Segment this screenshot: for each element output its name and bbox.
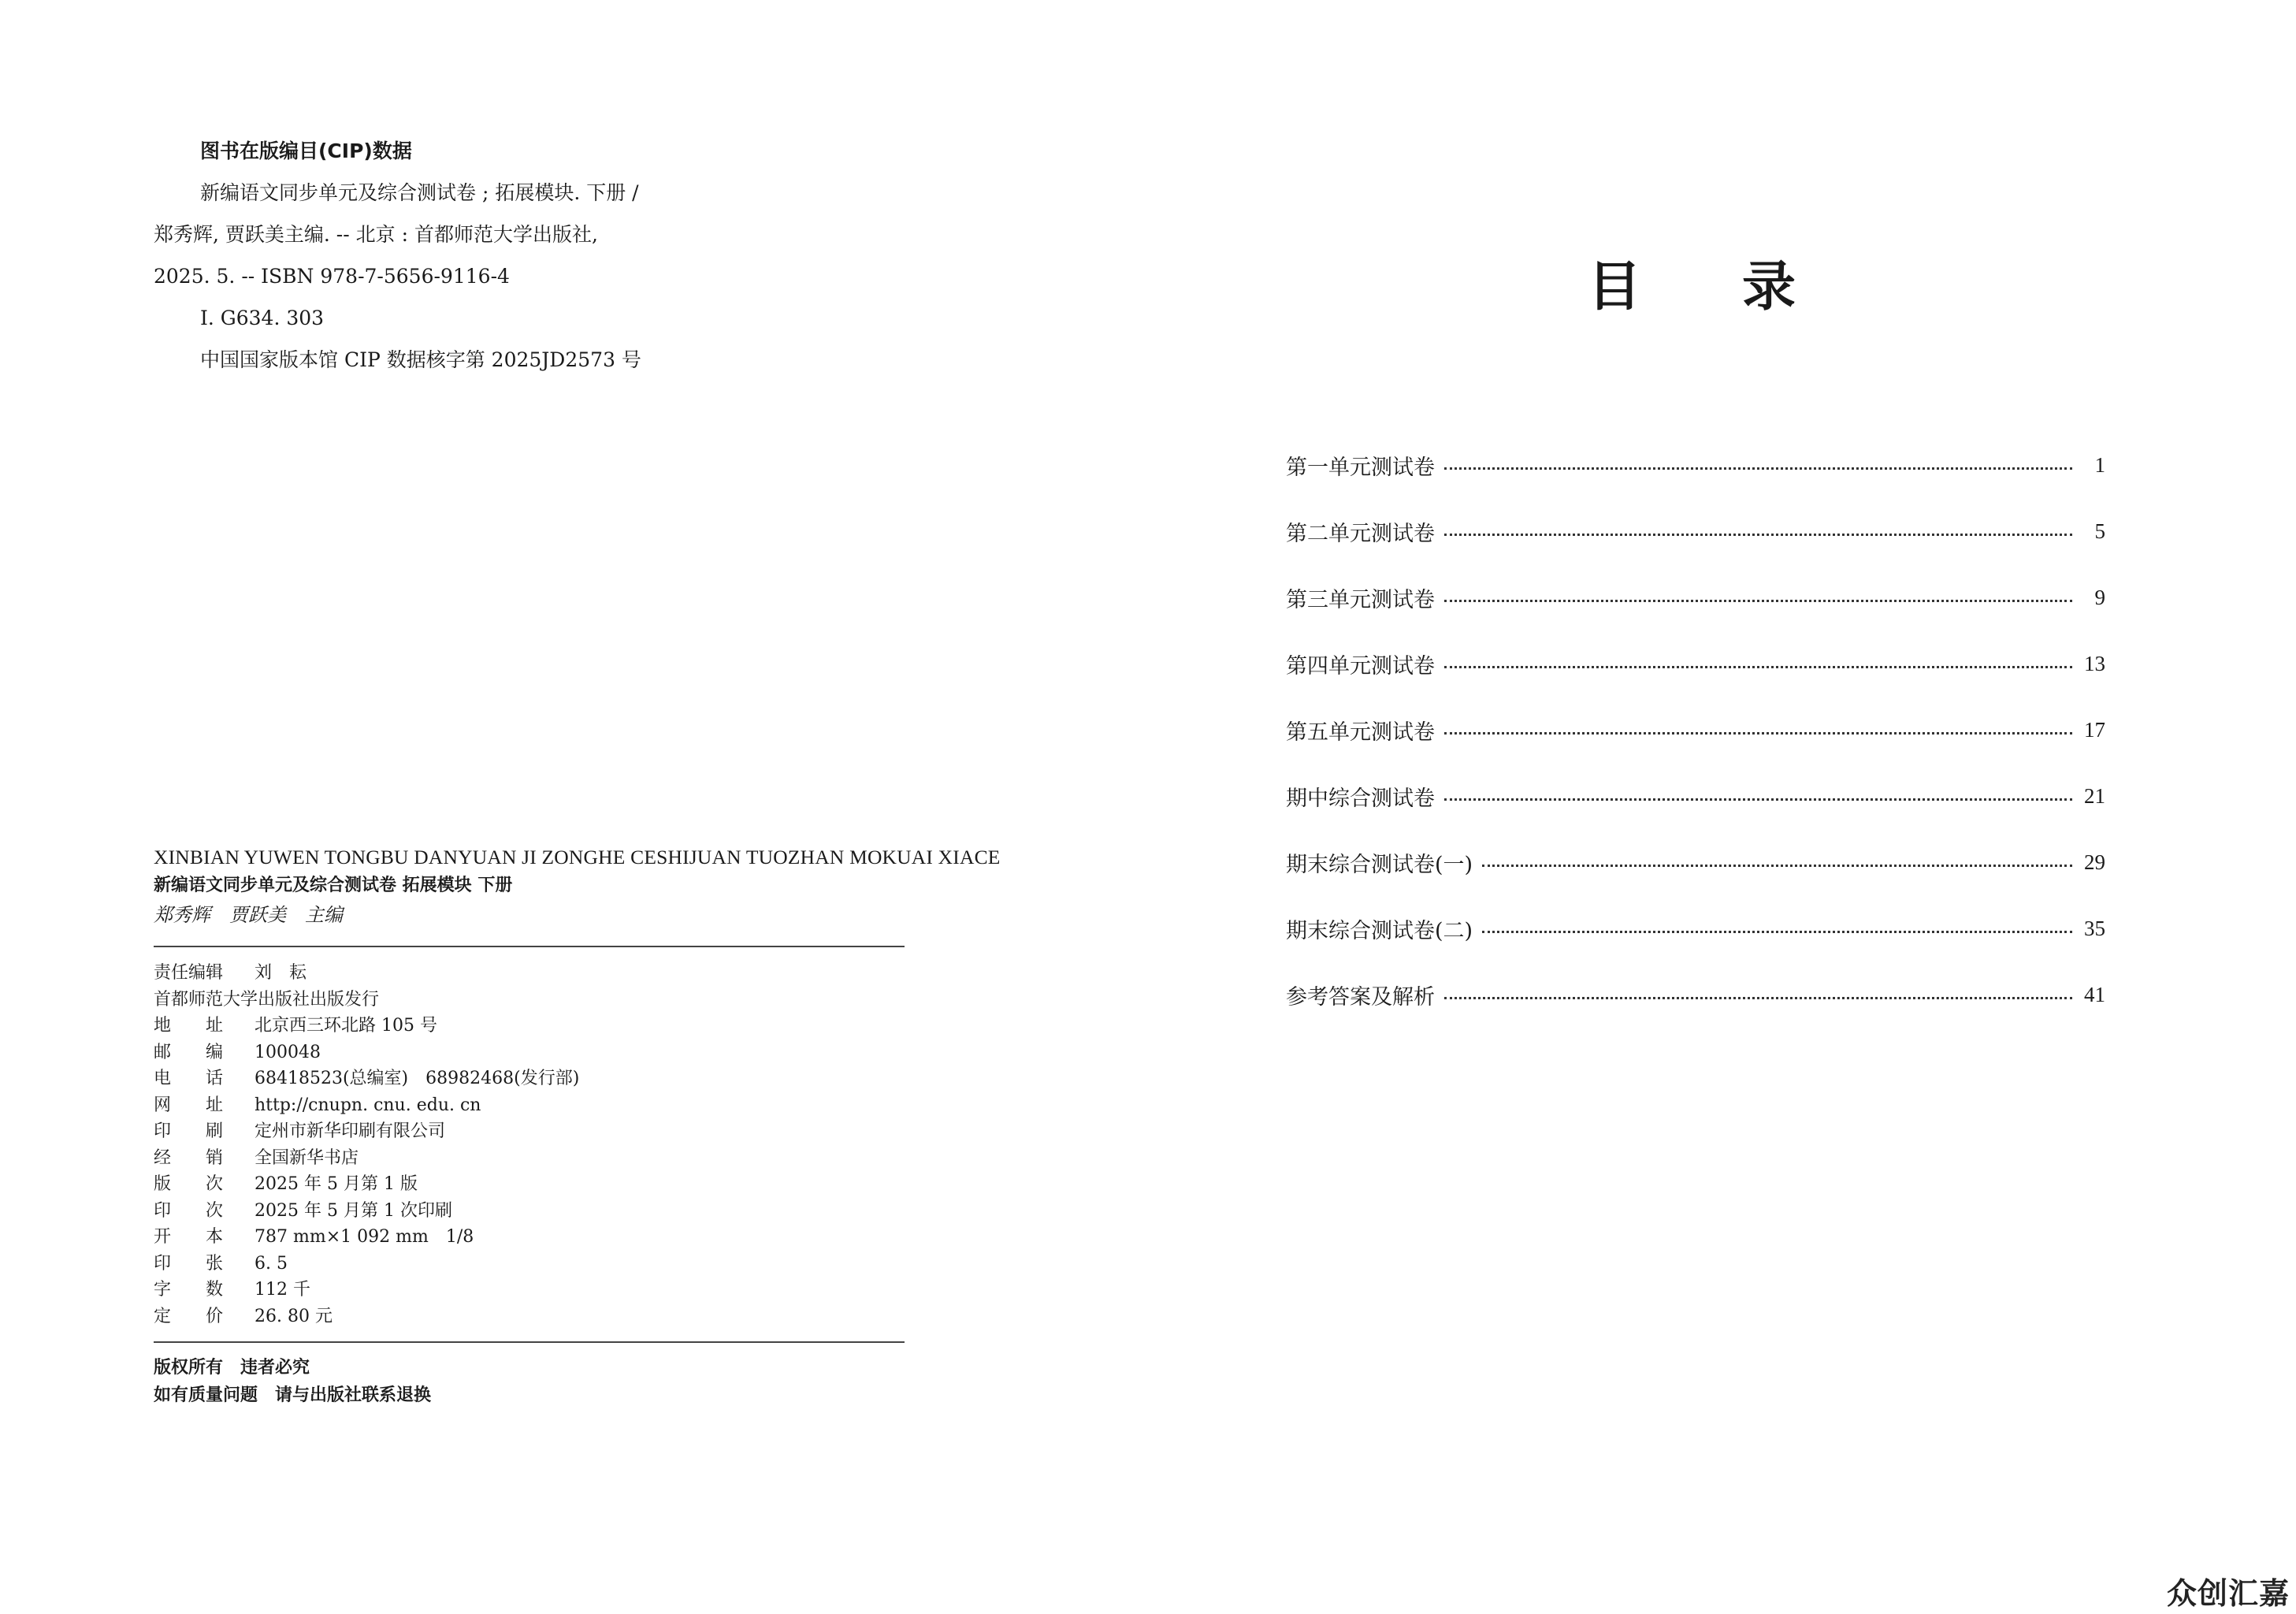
toc-entry-label: 第一单元测试卷: [1286, 455, 1435, 480]
detail-row: [154, 1277, 905, 1303]
toc-entry[interactable]: [1286, 697, 2105, 763]
colophon-authors: 郑秀辉 贾跃美 主编: [154, 904, 343, 926]
detail-key: 开 本: [154, 1227, 224, 1247]
toc-leader-dots: [1482, 931, 2072, 933]
toc-entry[interactable]: [1286, 498, 2105, 564]
cip-line: 中国国家版本馆 CIP 数据核字第 2025JD2573 号: [200, 348, 641, 371]
detail-row: [154, 1251, 905, 1277]
publication-details: [154, 960, 905, 1330]
toc-leader-dots: [1444, 997, 2072, 999]
detail-key: 经 销: [154, 1147, 224, 1168]
detail-key: 印 刷: [154, 1121, 224, 1141]
cip-block: [154, 131, 784, 381]
detail-key: 印 次: [154, 1200, 224, 1221]
detail-row: [154, 1171, 905, 1198]
toc-entry-label: 期末综合测试卷(一): [1286, 852, 1473, 877]
detail-row: [154, 1303, 905, 1330]
toc-entry-page: 1: [2094, 452, 2105, 477]
detail-key: 版 次: [154, 1174, 224, 1194]
contents-page: [1148, 0, 2296, 1614]
toc-title: 目录: [1588, 256, 1897, 318]
toc-entry-label: 第五单元测试卷: [1286, 720, 1435, 745]
toc-entry-label: 期末综合测试卷(二): [1286, 918, 1473, 943]
detail-row: [154, 1198, 905, 1225]
watermark-logo: 众创汇嘉: [2166, 1576, 2290, 1611]
detail-row: [154, 1118, 905, 1145]
toc-entry[interactable]: [1286, 763, 2105, 829]
toc-entry-page: 41: [2084, 982, 2105, 1006]
divider: [154, 946, 905, 947]
detail-key: 电 话: [154, 1069, 224, 1088]
detail-value: 2025 年 5 月第 1 版: [254, 1174, 418, 1194]
detail-row: [154, 1039, 905, 1066]
toc-entry-label: 第二单元测试卷: [1286, 521, 1435, 546]
cip-line: Ⅰ. G634. 303: [200, 307, 325, 329]
toc-entry[interactable]: [1286, 564, 2105, 630]
toc-entry[interactable]: [1286, 432, 2105, 498]
toc-entry[interactable]: [1286, 630, 2105, 697]
detail-value: 787 mm×1 092 mm 1/8: [254, 1227, 474, 1247]
quality-notice-line: 如有质量问题 请与出版社联系退换: [154, 1385, 432, 1405]
copyright-notice: [154, 1354, 905, 1409]
detail-key: 字 数: [154, 1280, 224, 1300]
toc-entry-page: 9: [2094, 585, 2105, 609]
toc-entry-label: 第三单元测试卷: [1286, 587, 1435, 612]
toc-entry[interactable]: [1286, 829, 2105, 895]
divider: [154, 1341, 905, 1343]
detail-row: [154, 1065, 905, 1092]
colophon-pinyin-title: XINBIAN YUWEN TONGBU DANYUAN JI ZONGHE CESHIJUAN TUOZHAN MOKUAI XIACE: [154, 846, 1001, 868]
detail-key: 印 张: [154, 1253, 224, 1274]
detail-value: 68418523(总编室) 68982468(发行部): [254, 1069, 580, 1088]
detail-value: 2025 年 5 月第 1 次印刷: [254, 1200, 452, 1221]
toc-entry[interactable]: [1286, 961, 2105, 1028]
detail-row: [154, 1013, 905, 1039]
detail-row: [154, 1224, 905, 1251]
detail-value: 全国新华书店: [254, 1147, 359, 1168]
cip-line: 新编语文同步单元及综合测试卷 ; 拓展模块. 下册 /: [200, 181, 639, 204]
toc-leader-dots: [1444, 798, 2072, 801]
detail-value: 6. 5: [254, 1253, 288, 1274]
detail-key: 邮 编: [154, 1042, 224, 1062]
toc-entry-label: 期中综合测试卷: [1286, 786, 1435, 811]
toc-entry-page: 13: [2084, 651, 2105, 675]
detail-value: 首都师范大学出版社出版发行: [154, 989, 380, 1010]
toc-entry-page: 17: [2084, 717, 2105, 742]
toc-entry-label: 第四单元测试卷: [1286, 653, 1435, 679]
detail-key: 定 价: [154, 1306, 224, 1326]
toc-leader-dots: [1444, 732, 2072, 734]
detail-key: 网 址: [154, 1095, 224, 1115]
copyright-line: 版权所有 违者必究: [154, 1358, 310, 1378]
toc-leader-dots: [1444, 467, 2072, 470]
toc-entry[interactable]: [1286, 895, 2105, 961]
detail-value: 定州市新华印刷有限公司: [254, 1121, 446, 1141]
detail-value: 北京西三环北路 105 号: [254, 1016, 437, 1036]
detail-value: http://cnupn. cnu. edu. cn: [254, 1095, 481, 1115]
toc-entry-page: 21: [2084, 783, 2105, 808]
detail-row: [154, 960, 905, 987]
toc-entry-page: 5: [2094, 519, 2105, 543]
detail-value: 100048: [254, 1042, 321, 1062]
cip-heading: 图书在版编目(CIP)数据: [200, 139, 412, 162]
cip-line: 2025. 5. -- ISBN 978-7-5656-9116-4: [154, 265, 510, 288]
colophon: [154, 843, 1001, 1405]
colophon-book-title: 新编语文同步单元及综合测试卷 拓展模块 下册: [154, 876, 513, 895]
toc-entry-page: 29: [2084, 850, 2105, 874]
toc-entry-page: 35: [2084, 916, 2105, 940]
detail-key: 地 址: [154, 1016, 224, 1036]
toc-leader-dots: [1482, 865, 2072, 867]
toc-leader-dots: [1444, 666, 2072, 668]
cip-line: 郑秀辉, 贾跃美主编. -- 北京 : 首都师范大学出版社,: [154, 223, 598, 246]
detail-row: [154, 1145, 905, 1172]
toc-leader-dots: [1444, 534, 2072, 536]
detail-key: 责任编辑: [154, 963, 224, 983]
detail-row: [154, 987, 905, 1013]
toc-list: [1286, 432, 2105, 1028]
detail-value: 26. 80 元: [254, 1306, 333, 1326]
detail-value: 112 千: [254, 1280, 310, 1300]
detail-row: [154, 1092, 905, 1119]
toc-leader-dots: [1444, 600, 2072, 602]
detail-value: 刘 耘: [254, 963, 307, 983]
toc-entry-label: 参考答案及解析: [1286, 984, 1435, 1010]
